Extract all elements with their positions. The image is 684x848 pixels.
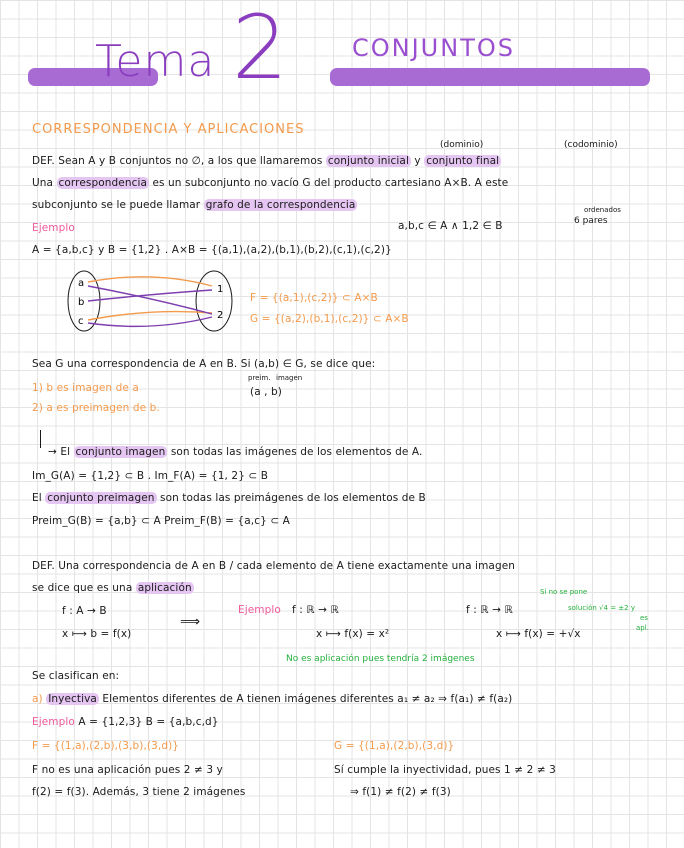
- G-set-line: G = {(a,2),(b,1),(c,2)} ⊂ A×B: [250, 313, 409, 325]
- arrow-c2-purple: [88, 317, 212, 326]
- image-set-line1-b: son todas las imágenes de los elementos de A.: [170, 446, 423, 458]
- correspondence-diagram: [62, 268, 252, 338]
- classify-F-set: F = {(1,a),(2,b),(3,b),(3,d)}: [32, 740, 180, 752]
- def1-line1: [32, 155, 501, 167]
- pair-ab: (a , b): [250, 386, 283, 398]
- def2-line2-a: se dice que es una: [32, 582, 133, 594]
- def1-line2-b: es un subconjunto no vacío G del producto cartesiano A×B. A este: [152, 177, 509, 189]
- item1-text: 1) b es imagen de a: [32, 382, 139, 394]
- image-set-line1: [48, 446, 422, 458]
- def1-line3: [32, 199, 357, 211]
- image-set-line3: [32, 492, 426, 504]
- classify-ex-sets: A = {1,2,3} B = {a,b,c,d}: [78, 716, 219, 728]
- note-top: Si no se pone: [540, 588, 588, 596]
- def1-line3-a: subconjunto se le puede llamar: [32, 199, 201, 211]
- example1-note-ordered: ordenados: [584, 206, 621, 214]
- set-b-elem-1: 1: [217, 284, 224, 295]
- set-a-elem-b: b: [78, 297, 85, 308]
- image-def-item1: [32, 382, 139, 394]
- hl-inyectiva: Inyectiva: [48, 693, 97, 705]
- title-tema: Tema: [95, 36, 216, 87]
- hl-conjunto-preimagen: conjunto preimagen: [47, 492, 155, 504]
- example1-note-pairs: 6 pares: [574, 216, 608, 226]
- hl-grafo: grafo de la correspondencia: [205, 199, 356, 211]
- label-preim: preim.: [248, 374, 271, 382]
- example1-sets: A = {a,b,c} y B = {1,2} . A×B = {(a,1),(a,2),(b,1),(b,2),(c,1),(c,2)}: [32, 244, 392, 256]
- set-a-elem-a: a: [78, 278, 85, 289]
- label-imagen: imagen: [276, 374, 303, 382]
- def1-line1-b: y: [414, 155, 421, 167]
- classify-ex-line: [32, 716, 219, 728]
- inj-b: Elementos diferentes de A tienen imágenes diferentes a₁ ≠ a₂ ⇒ f(a₁) ≠ f(a₂): [102, 693, 513, 705]
- image-set-line1-a: → El: [48, 446, 71, 458]
- title-band-right: [330, 68, 650, 86]
- map-def1: f : A → B: [62, 605, 107, 617]
- classify-inj-line: [32, 693, 512, 705]
- note-app: apl.: [636, 624, 649, 632]
- map-def2: x ⟼ b = f(x): [62, 628, 132, 640]
- note-es: es: [640, 614, 648, 622]
- hl-conjunto-final: conjunto final: [426, 155, 500, 167]
- ex1-line2: x ⟼ f(x) = x²: [316, 628, 390, 640]
- inj-a: a): [32, 693, 43, 705]
- example1-cond: a,b,c ∈ A ∧ 1,2 ∈ B: [398, 220, 503, 232]
- ex1-line1: f : ℝ → ℝ: [292, 604, 339, 616]
- image-set-line3-b: son todas las preimágenes de los elementos de B: [160, 492, 426, 504]
- title-subject: CONJUNTOS: [352, 34, 515, 62]
- margin-mark: [40, 430, 41, 448]
- image-def-line1: Sea G una correspondencia de A en B. Si (a,b) ∈ G, se dice que:: [32, 358, 376, 370]
- image-set-line2: Im_G(A) = {1,2} ⊂ B . Im_F(A) = {1, 2} ⊂ B: [32, 470, 269, 482]
- section-heading: CORRESPONDENCIA Y APLICACIONES: [32, 122, 305, 137]
- def2-example-label: Ejemplo: [238, 604, 281, 616]
- classify-G-note2: ⇒ f(1) ≠ f(2) ≠ f(3): [350, 786, 451, 798]
- image-set-line4: Preim_G(B) = {a,b} ⊂ A Preim_F(B) = {a,c} ⊂ A: [32, 515, 290, 527]
- title-number: 2: [232, 0, 288, 99]
- implies-arrow: ⟹: [180, 614, 201, 630]
- arrow-a2-purple: [88, 286, 212, 314]
- classify-ex-label: Ejemplo: [32, 716, 75, 728]
- def2-line1: DEF. Una correspondencia de A en B / cada elemento de A tiene exactamente una imagen: [32, 560, 516, 572]
- ex2-line2: x ⟼ f(x) = +√x: [496, 628, 581, 640]
- hl-aplicacion: aplicación: [137, 582, 192, 594]
- def1-line2-a: Una: [32, 177, 54, 189]
- hl-correspondencia: correspondencia: [58, 177, 148, 189]
- hl-conjunto-inicial: conjunto inicial: [327, 155, 409, 167]
- arrow-c2-orange: [88, 312, 212, 320]
- def2-line2: [32, 582, 194, 594]
- annot-dominio: (dominio): [440, 140, 484, 150]
- note-bottom: No es aplicación pues tendría 2 imágenes: [286, 654, 475, 664]
- image-set-line3-a: El: [32, 492, 42, 504]
- set-b-elem-2: 2: [217, 310, 224, 321]
- hl-conjunto-imagen: conjunto imagen: [75, 446, 166, 458]
- classify-G-note1: Sí cumple la inyectividad, pues 1 ≠ 2 ≠ 3: [334, 764, 556, 776]
- set-b-ellipse: [196, 271, 232, 331]
- classify-F-note1: F no es una aplicación pues 2 ≠ 3 y: [32, 764, 223, 776]
- note-mid: solución √4 = ±2 y: [568, 604, 635, 612]
- ex2-line1: f : ℝ → ℝ: [466, 604, 513, 616]
- image-def-item2: 2) a es preimagen de b.: [32, 402, 160, 414]
- annot-codominio: (codominio): [564, 140, 618, 150]
- classify-F-note2: f(2) = f(3). Además, 3 tiene 2 imágenes: [32, 786, 246, 798]
- classify-G-set: G = {(1,a),(2,b),(3,d)}: [334, 740, 455, 752]
- def1-line2: [32, 177, 508, 189]
- example1-label: Ejemplo: [32, 222, 75, 234]
- F-set-line: F = {(a,1),(c,2)} ⊂ A×B: [250, 292, 378, 304]
- arrow-a1-orange: [88, 277, 212, 286]
- def1-line1-a: DEF. Sean A y B conjuntos no ∅, a los que llamaremos: [32, 155, 323, 167]
- set-a-elem-c: c: [78, 316, 84, 327]
- classify-heading: Se clasifican en:: [32, 670, 120, 682]
